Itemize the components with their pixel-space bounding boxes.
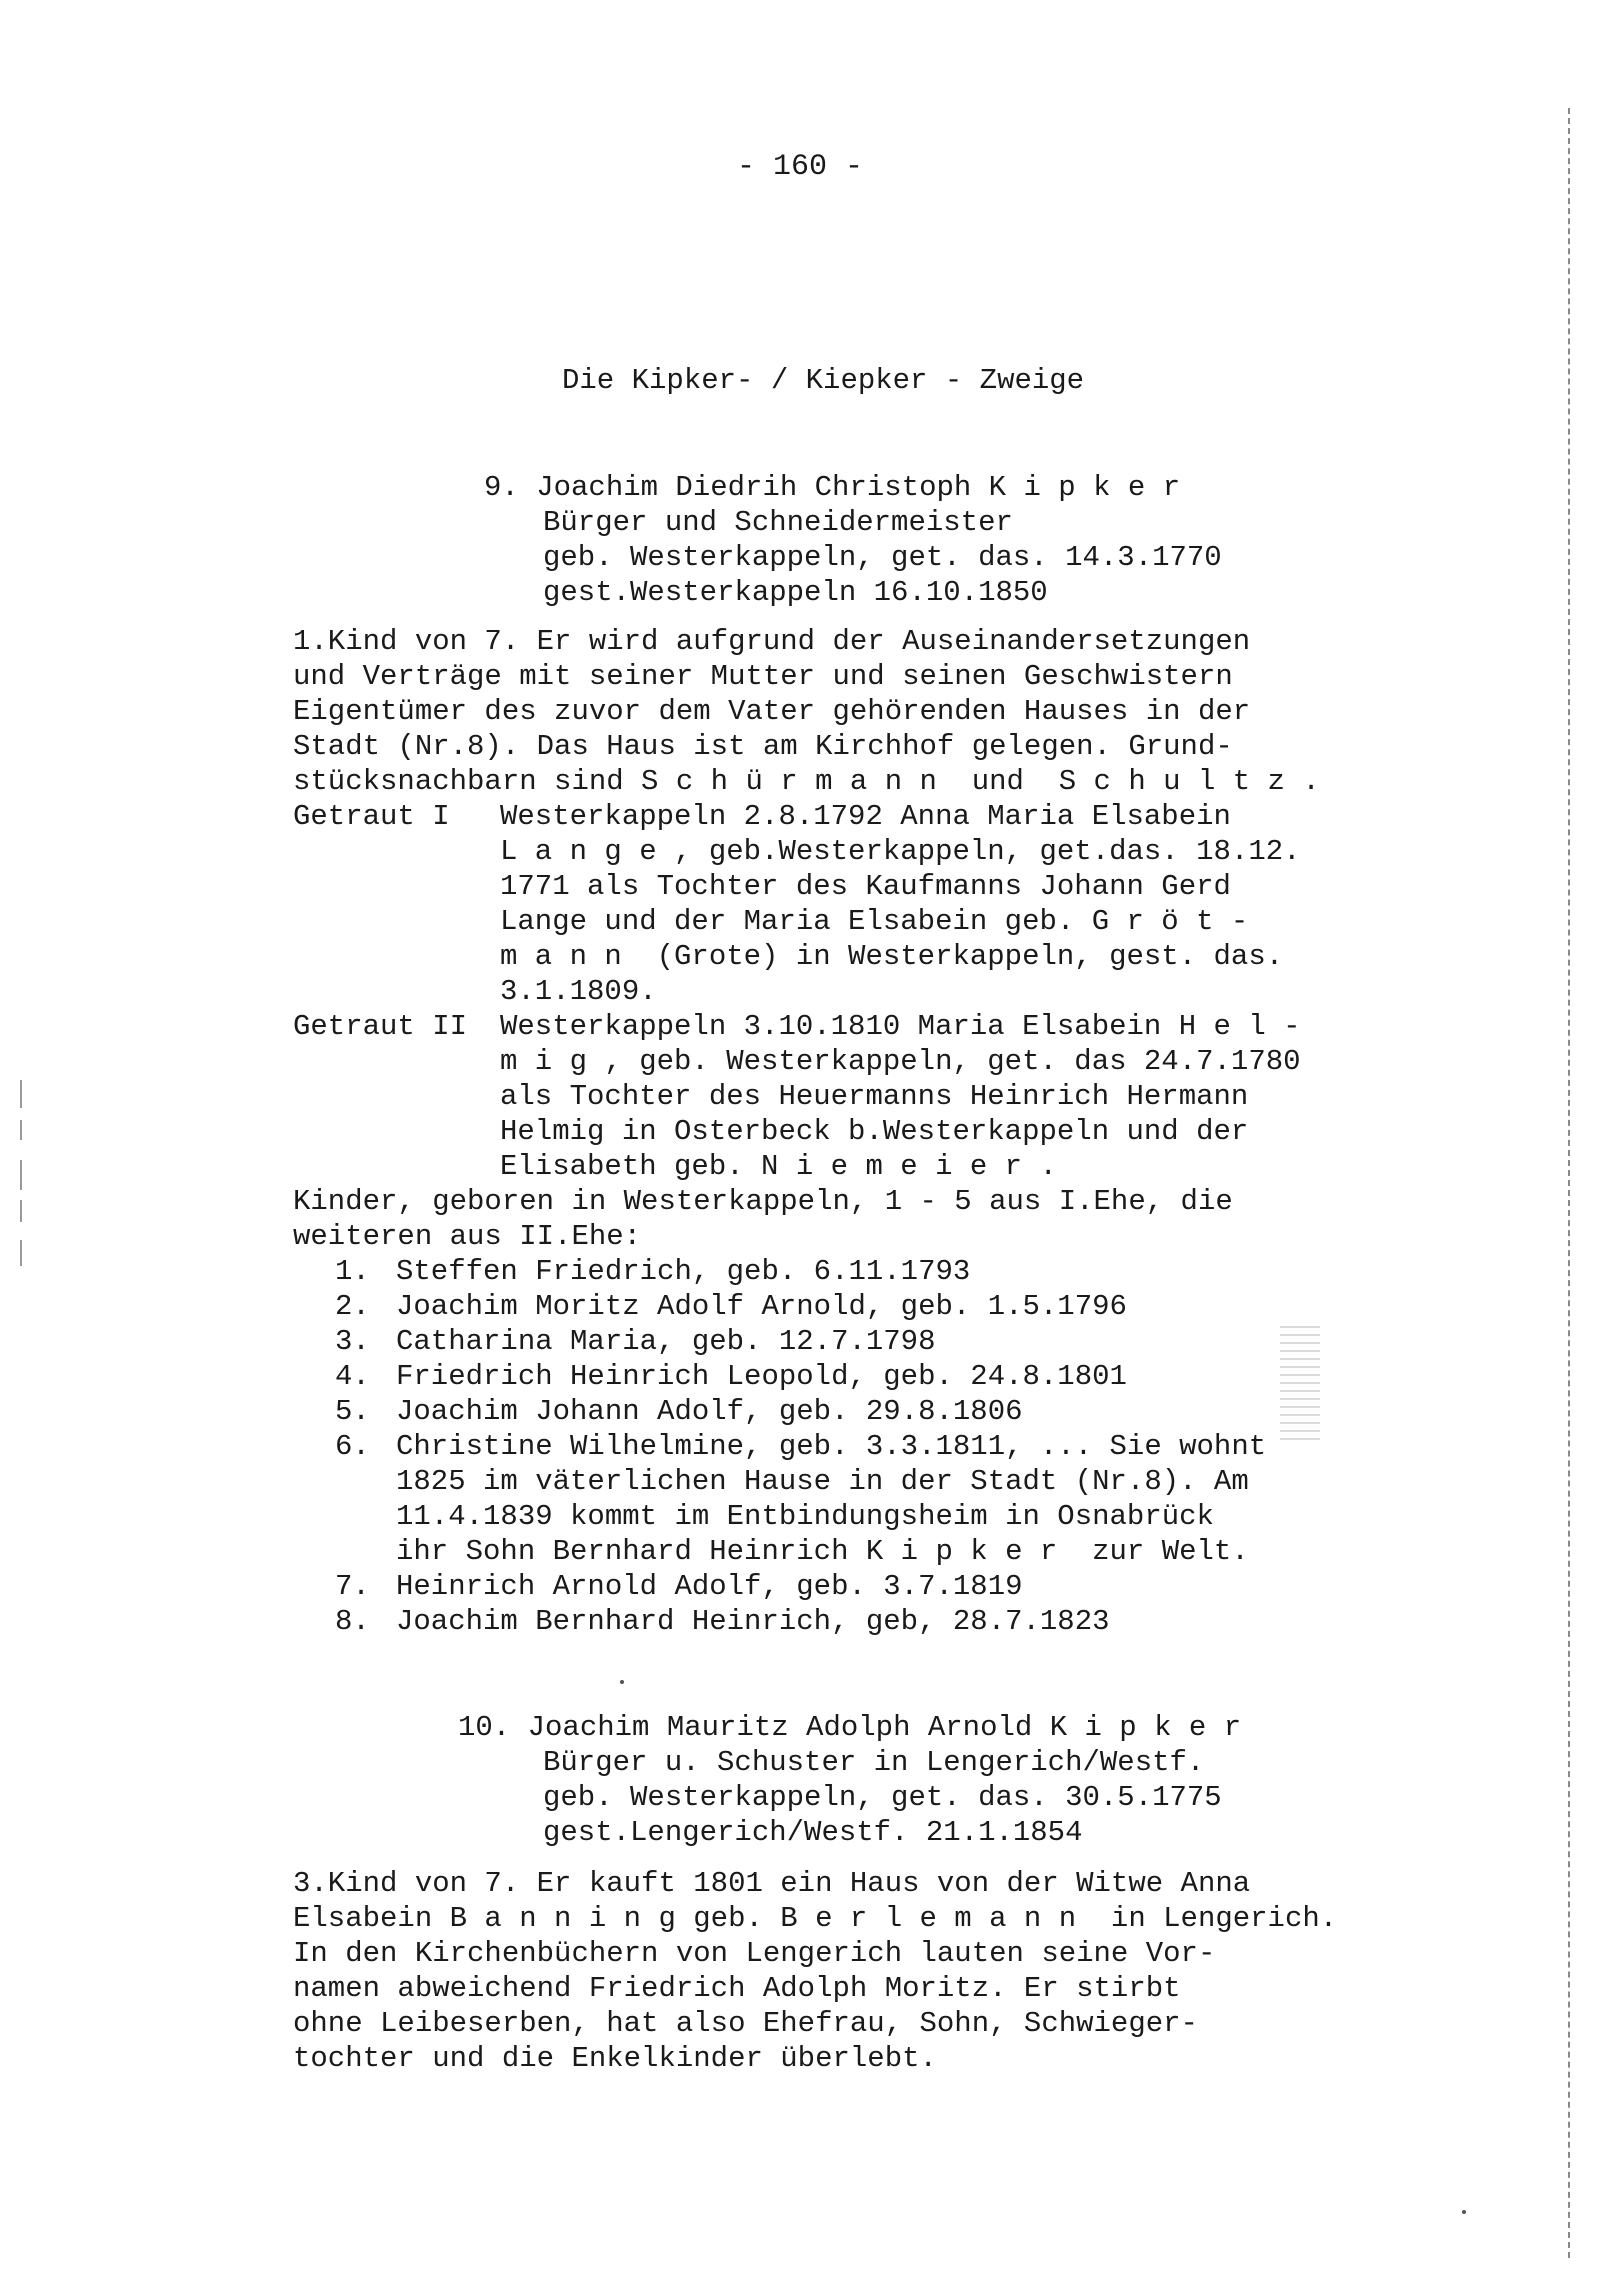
scan-mark — [20, 1160, 22, 1190]
entry9-body-line: und Verträge mit seiner Mutter und seinen Geschwistern — [293, 660, 1233, 693]
entry9-body-line: Stadt (Nr.8). Das Haus ist am Kirchhof gelegen. Grund- — [293, 730, 1233, 763]
entry9-birth: geb. Westerkappeln, get. das. 14.3.1770 — [543, 541, 1222, 574]
entry9-body-line: stücksnachbarn sind S c h ü r m a n n und S c h u l t z . — [293, 765, 1320, 798]
entry9-body-line: 1.Kind von 7. Er wird aufgrund der Auseinandersetzungen — [293, 625, 1251, 658]
scan-mark — [20, 1240, 22, 1266]
scan-mark — [20, 1080, 22, 1108]
entry9-body-line: Eigentümer des zuvor dem Vater gehörenden Hauses in der — [293, 695, 1251, 728]
child-text: Catharina Maria, geb. 12.7.1798 — [396, 1325, 936, 1358]
children-intro: weiteren aus II.Ehe: — [293, 1220, 642, 1253]
entry10-body-line: ohne Leibeserben, hat also Ehefrau, Sohn, Schwieger- — [293, 2007, 1198, 2040]
child-text: Friedrich Heinrich Leopold, geb. 24.8.1801 — [396, 1360, 1127, 1393]
child-text-continued: 11.4.1839 kommt im Entbindungsheim in Osnabrück — [396, 1500, 1214, 1533]
child-text-continued: ihr Sohn Bernhard Heinrich K i p k e r zur Welt. — [396, 1535, 1249, 1568]
entry10-body-line: In den Kirchenbüchern von Lengerich lauten seine Vor- — [293, 1937, 1216, 1970]
entry10-death: gest.Lengerich/Westf. 21.1.1854 — [543, 1816, 1083, 1849]
entry10-body-line: namen abweichend Friedrich Adolph Moritz. Er stirbt — [293, 1972, 1181, 2005]
entry10-occupation: Bürger u. Schuster in Lengerich/Westf. — [543, 1746, 1205, 1779]
scan-dot — [1462, 2210, 1466, 2214]
child-text: Joachim Johann Adolf, geb. 29.8.1806 — [396, 1395, 1023, 1428]
entry10-title: 10. Joachim Mauritz Adolph Arnold K i p k e r — [458, 1711, 1242, 1744]
scan-edge-line — [1568, 108, 1570, 2258]
entry9-death: gest.Westerkappeln 16.10.1850 — [543, 576, 1048, 609]
marriage1-label: Getraut I — [293, 800, 450, 833]
child-text: Steffen Friedrich, geb. 6.11.1793 — [396, 1255, 971, 1288]
entry9-title: 9. Joachim Diedrih Christoph K i p k e r — [484, 471, 1181, 504]
scan-mark — [20, 1120, 22, 1140]
children-intro: Kinder, geboren in Westerkappeln, 1 - 5 aus I.Ehe, die — [293, 1185, 1233, 1218]
child-text-continued: 1825 im väterlichen Hause in der Stadt (Nr.8). Am — [396, 1465, 1249, 1498]
child-number: 1. — [335, 1255, 370, 1288]
marriage2-line: als Tochter des Heuermanns Heinrich Hermann — [500, 1080, 1249, 1113]
entry10-birth: geb. Westerkappeln, get. das. 30.5.1775 — [543, 1781, 1222, 1814]
page-number: - 160 - — [736, 150, 864, 184]
marriage2-line: Elisabeth geb. N i e m e i e r . — [500, 1150, 1057, 1183]
marriage2-line: Helmig in Osterbeck b.Westerkappeln und der — [500, 1115, 1249, 1148]
entry10-body-line: 3.Kind von 7. Er kauft 1801 ein Haus von der Witwe Anna — [293, 1867, 1251, 1900]
marriage1-line: m a n n (Grote) in Westerkappeln, gest. das. — [500, 940, 1284, 973]
marriage1-line: 3.1.1809. — [500, 975, 657, 1008]
marriage1-line: Westerkappeln 2.8.1792 Anna Maria Elsabein — [500, 800, 1231, 833]
marriage2-line: m i g , geb. Westerkappeln, get. das 24.7.1780 — [500, 1045, 1301, 1078]
child-number: 5. — [335, 1395, 370, 1428]
child-number: 8. — [335, 1605, 370, 1638]
child-number: 6. — [335, 1430, 370, 1463]
marriage1-line: 1771 als Tochter des Kaufmanns Johann Gerd — [500, 870, 1231, 903]
marriage1-line: L a n g e , geb.Westerkappeln, get.das. 18.12. — [500, 835, 1301, 868]
child-number: 4. — [335, 1360, 370, 1393]
marriage1-line: Lange und der Maria Elsabein geb. G r ö t - — [500, 905, 1249, 938]
scan-dot — [620, 1680, 624, 1684]
section-heading: Die Kipker- / Kiepker - Zweige — [562, 364, 1085, 397]
child-text: Christine Wilhelmine, geb. 3.3.1811, ... Sie wohnt — [396, 1430, 1267, 1463]
marriage2-line: Westerkappeln 3.10.1810 Maria Elsabein H e l - — [500, 1010, 1301, 1043]
child-text: Joachim Moritz Adolf Arnold, geb. 1.5.1796 — [396, 1290, 1127, 1323]
child-number: 2. — [335, 1290, 370, 1323]
entry10-body-line: Elsabein B a n n i n g geb. B e r l e m a n n in Lengerich. — [293, 1902, 1338, 1935]
marriage2-label: Getraut II — [293, 1010, 468, 1043]
scan-smudge — [1280, 1320, 1320, 1440]
child-text: Joachim Bernhard Heinrich, geb, 28.7.1823 — [396, 1605, 1110, 1638]
scan-mark — [20, 1200, 22, 1222]
entry10-body-line: tochter und die Enkelkinder überlebt. — [293, 2042, 937, 2075]
child-text: Heinrich Arnold Adolf, geb. 3.7.1819 — [396, 1570, 1023, 1603]
child-number: 7. — [335, 1570, 370, 1603]
entry9-occupation: Bürger und Schneidermeister — [543, 506, 1013, 539]
child-number: 3. — [335, 1325, 370, 1358]
